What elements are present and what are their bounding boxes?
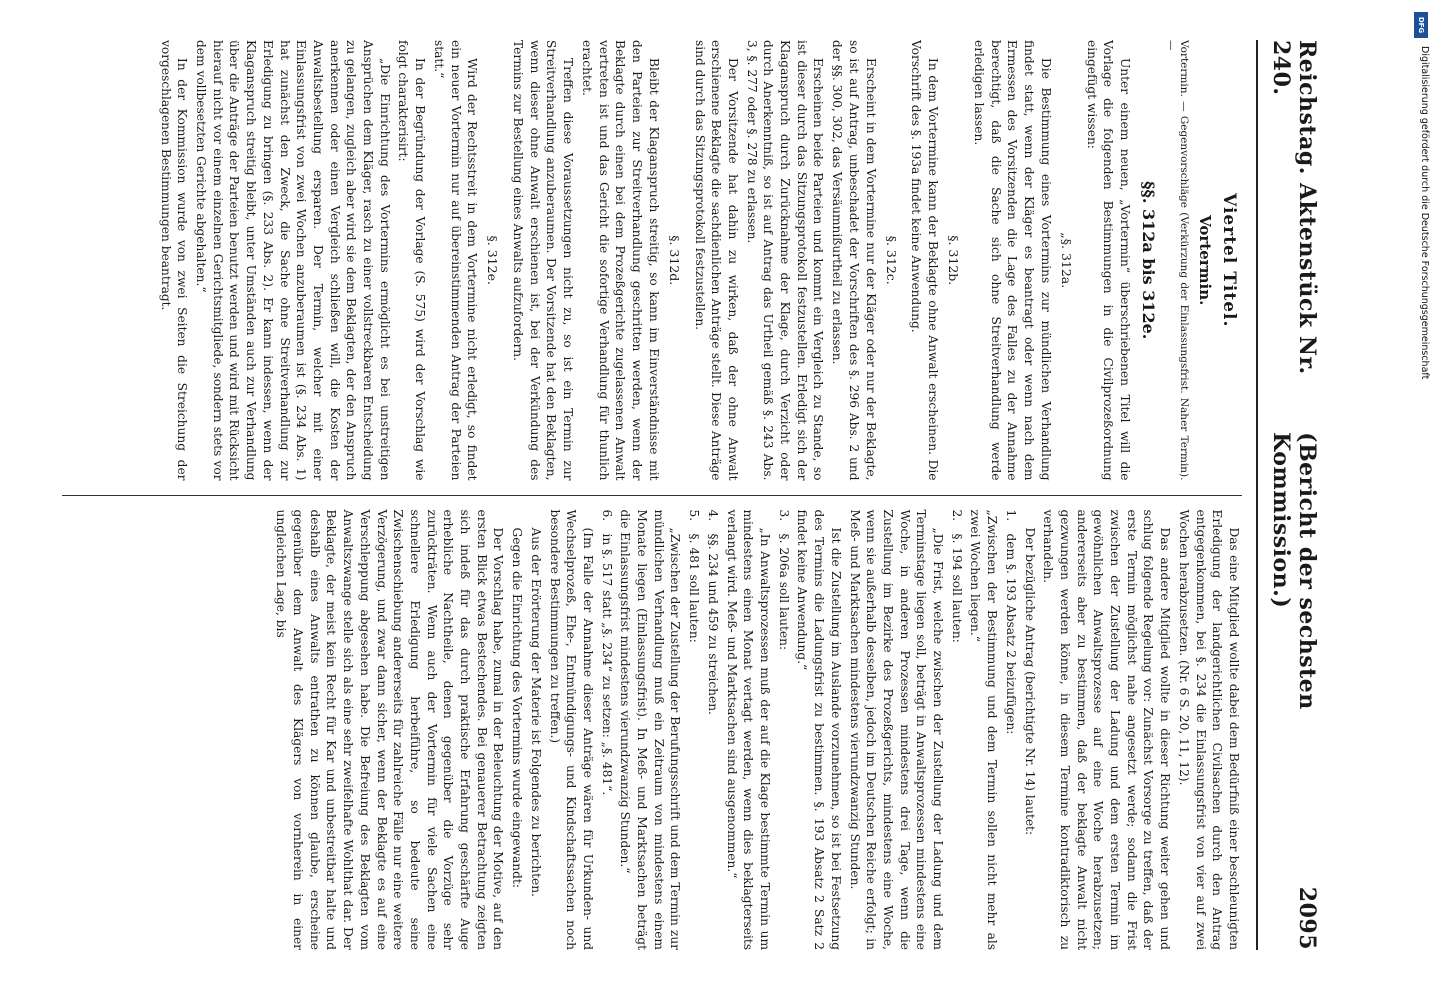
- list-number: 4.: [705, 509, 720, 522]
- subtitle: Vortermin. — Gegenvorschläge (Verkürzung der Einlassungsfrist. Naher Termin). —: [1164, 40, 1191, 481]
- list-item: [598, 510, 615, 951]
- list-item: [1002, 510, 1019, 951]
- list-item: [704, 510, 721, 951]
- header-center: (Bericht der sechsten Kommission.): [1268, 432, 1320, 710]
- list-item: [775, 510, 792, 951]
- list-text: §. 194 soll lauten:: [949, 533, 964, 643]
- paragraph: Unter einem neuen, „Vortermin“ überschriebenen Titel will die Vorlage die folgenden Bestimmungen in die Civilprozeßordnung eingefügt wissen:: [1084, 40, 1132, 481]
- quote: (Im Falle der Annahme dieser Anträge wären für Urkunden- und Wechselprozeß, Ehe-, Entmündigungs- und Kindschaftssachen noch besondere Bestimmungen zu treffen.): [547, 509, 595, 950]
- list-text: §. 481 soll lauten:: [687, 533, 702, 643]
- title-vortermin: Vortermin.: [1195, 215, 1214, 306]
- paragraph: „Die Einrichtung des Vortermins ermöglicht es bei unstreitigen Ansprüchen dem Kläger, rasch zu einer vollstreckbaren Entscheidung zu gelangen, zugleich aber wird sie dem Beklagten, der den Anspruch anerkennen oder einen Vergleich schließen will, die Kosten der Anwaltsbestellung ersparen. Der Termin, welcher mit einer Einlassungsfrist von zwei Wochen anzuberaumen ist (§. 234 Abs. 1) hat zunächst den Zweck, die Sache ohne Streitverhandlung zur Erledigung zu bringen (§. 233 Abs. 2). Er kann indessen, wenn der Klaganspruch streitig bleibt, unter Umständen auch zur Verhandlung über die Anträge der Parteien benutzt werden und wird mit Rücksicht hierauf nicht vor einem einzelnen Gerichtsmitgliede, sondern stets vor dem vollbesetzten Gerichte abgehalten.“: [194, 40, 392, 481]
- section-312b: §. 312b.: [946, 235, 962, 286]
- paragraph: Treffen diese Voraussetzungen nicht zu, so ist ein Termin zur Streitverhandlung anzuberaumen. Der Vorsitzende hat den Beklagten, wenn dieser ohne Anwalt erschienen ist, bei der Verkündung des Termins zur Bestellung eines Anwalts aufzufordern.: [511, 40, 576, 481]
- quote: „Die Frist, welche zwischen der Zustellung der Ladung und dem Terminstage liegen soll, beträgt in Anwaltsprozessen mindestens eine Woche, in anderen Prozessen mindestens drei Tage, wenn die Zustellung im Bezirke des Prozeßgerichts, mindestens eine Woche, wenn sie außerhalb desselben, jedoch im Deutschen Reiche erfolgt; in Meß- und Marktsachen mindestens vierundzwanzig Stunden.: [847, 509, 946, 950]
- list-text: §. 206a soll lauten:: [776, 533, 791, 651]
- header-left: Reichstag. Aktenstück Nr. 240.: [1268, 40, 1320, 375]
- list-number: 6.: [599, 509, 614, 522]
- paragraph: Erscheinen beide Parteien und kommt ein Vergleich zu Stande, so ist dieser durch das Sitzungsprotokoll festzustellen. Erledigt sich der Klaganspruch durch Zurücknahme der Klage, durch Verzicht oder durch Anerkenntniß, so ist auf Antrag das Urtheil gemäß §. 243 Abs. 3, §. 277 oder §. 278 zu erlassen.: [744, 40, 826, 481]
- title-viertel: Viertel Titel.: [1219, 193, 1239, 328]
- digitization-sidebar: [1414, 12, 1430, 992]
- page-header: [1256, 40, 1320, 950]
- paragraph: Der Vorsitzende hat dahin zu wirken, daß der ohne Anwalt erschienene Beklagte die sachdienlichen Anträge stellt. Diese Anträge sind durch das Sitzungsprotokoll festzustellen.: [692, 40, 740, 481]
- quote: „In Anwaltsprozessen muß der auf die Klage bestimmte Termin um mindestens einen Monat vertagt werden, wenn dies beklagterseits verlangt wird. Meß- und Marktsachen sind ausgenommen.“: [724, 509, 773, 950]
- quote: „Zwischen der Zustellung der Berufungsschrift und dem Termin zur mündlichen Verhandlung muß ein Zeitraum von mindestens einem Monate liegen (Einlassungsfrist). In Meß- und Marktsachen beträgt die Einlassungsfrist mindestens vierundzwanzig Stunden.“: [618, 509, 683, 950]
- digitization-note: Digitalisierung gefördert durch die Deutsche Forschungsgemeinschaft: [1419, 46, 1430, 380]
- paragraph: Wird der Rechtsstreit in dem Vortermine nicht erledigt, so findet ein neuer Vortermin nur auf übereinstimmenden Antrag der Parteien statt.“: [431, 40, 480, 481]
- list-number: 5.: [687, 509, 702, 522]
- paragraph: In der Kommission wurde von zwei Seiten die Streichung der vorgeschlagenen Bestimmungen beantragt.: [158, 40, 190, 481]
- quote: Ist die Zustellung im Auslande vorzunehmen, so ist bei Festsetzung des Termins die Ladungsfrist zu bestimmen. §. 193 Absatz 2 Satz 2 findet keine Anwendung.“: [795, 509, 843, 950]
- section-312d: §. 312d.: [666, 235, 682, 286]
- paragraph: Bleibt der Klaganspruch streitig, so kann im Einverständnisse mit den Parteien zur Streitverhandlung geschritten werden, wenn der Beklagte durch einen bei dem Prozeßgerichte zugelassenen Anwalt vertreten ist und das Gericht die sofortige Verhandlung für thunlich erachtet.: [579, 40, 661, 481]
- paragraph: Der bezügliche Antrag (berichtigte Nr. 14) lautet:: [1022, 527, 1037, 836]
- section-heading: §§. 312a bis 312e.: [1138, 181, 1158, 340]
- list-item: [686, 510, 703, 951]
- paragraph: In dem Vortermine kann der Beklagte ohne Anwalt erscheinen. Die Vorschrift des §. 193a findet keine Anwendung.: [909, 40, 941, 481]
- right-column: [62, 495, 1242, 951]
- section-312a: „§. 312a.: [1058, 232, 1074, 289]
- page-number: 2095: [1294, 886, 1320, 950]
- left-column: [62, 40, 1242, 495]
- paragraph: Der Vorschlag habe, zumal in der Beleuchtung der Motive, auf den ersten Blick etwas Bestechendes. Bei genauerer Betrachtung zeigten sich indeß für das durch praktische Erfahrung geschärfte Auge erhebliche Nachtheile, denen gegenüber die Vorzüge sehr zurückträten. Wenn auch der Vortermin für viele Sachen eine schnellere Erledigung herbeiführe, so bedeute seine Zwischenschiebung andererseits für zahlreiche Fälle nur eine weitere Verzögerung, und zwar dann sicher, wenn der Beklagte es auf eine Verschleppung abgesehen habe. Die Befreiung des Beklagten vom Anwaltszwange stelle sich als eine sehr zweifelhafte Wohlthat dar. Der Beklagte, der meist kein Recht für Kar und unbestreitbar halte und deshalb eines Anwalts entrathen zu können glaube, erscheine gegenüber dem Anwalt des Klägers von vornherein in einer ungleichen Lage, bis: [274, 509, 506, 950]
- paragraph: Die Bestimmung eines Vortermins zur mündlichen Verhandlung findet statt, wenn der Kläger es beantragt oder wenn nach dem Ermessen des Vorsitzenden die Lage des Falles zu der Annahme berechtigt, daß die Sache sich ohne Streitverhandlung werde erledigen lassen.: [971, 40, 1053, 481]
- list-number: 1.: [1003, 509, 1018, 522]
- paragraph: Gegen die Einrichtung des Vortermins wurde eingewandt:: [510, 527, 525, 888]
- paragraph: Das andere Mitglied wollte in dieser Richtung weiter gehen und schlug folgende Regelung vor: Zunächst Vorsorge zu treffen, daß der erste Termin möglichst nahe angesetzt werde; sodann die Frist zwischen der Zustellung der Ladung und dem ersten Termin im gewöhnlichen Anwaltsprozesse auf eine Woche herabzusetzen; andererseits aber zu bestimmen, daß der beklagte Anwalt nicht gezwungen werden könne, in diesem Termine kontradiktorisch zu verhandeln.: [1041, 509, 1173, 950]
- paragraph: In der Begründung der Vorlage (S. 575) wird der Vorschlag wie folgt charakterisirt:: [396, 40, 428, 481]
- dfg-logo: [1414, 12, 1428, 38]
- list-number: 3.: [776, 509, 791, 522]
- section-312e: §. 312e.: [485, 235, 501, 285]
- paragraph: Erscheint in dem Vortermine nur der Kläger oder nur der Beklagte, so ist auf Antrag, unbeschadet der Vorschriften des §. 296 Abs. 2 und der §§. 300, 302, das Versäumnißurtheil zu erlassen.: [830, 40, 878, 481]
- list-item: [948, 510, 965, 951]
- paragraph: Das eine Mitglied wollte dabei dem Bedürfniß einer beschleunigten Erledigung der landgerichtlichen Civilsachen durch den Antrag entgegenkommen, bei §. 234 die Einlassungsfrist von vier auf zwei Wochen herabzusetzen. (Nr. 6 S. 20, 11, 12).: [1176, 509, 1241, 950]
- list-number: 2.: [949, 509, 964, 522]
- list-text: §§. 234 und 459 zu streichen.: [705, 533, 720, 715]
- section-312c: §. 312c.: [883, 235, 899, 285]
- list-text: in §. 517 statt „§. 234“ zu setzen: „§. 481“.: [599, 533, 614, 796]
- paragraph: Aus der Erörterung der Materie ist Folgendes zu berichten.: [528, 527, 543, 897]
- list-text: dem §. 193 Absatz 2 beizufügen:: [1003, 533, 1018, 735]
- dfg-logo-text: DFG: [1417, 16, 1425, 34]
- quote: „Zwischen der Bestimmung und dem Termin sollen nicht mehr als zwei Wochen liegen.“: [968, 509, 1000, 950]
